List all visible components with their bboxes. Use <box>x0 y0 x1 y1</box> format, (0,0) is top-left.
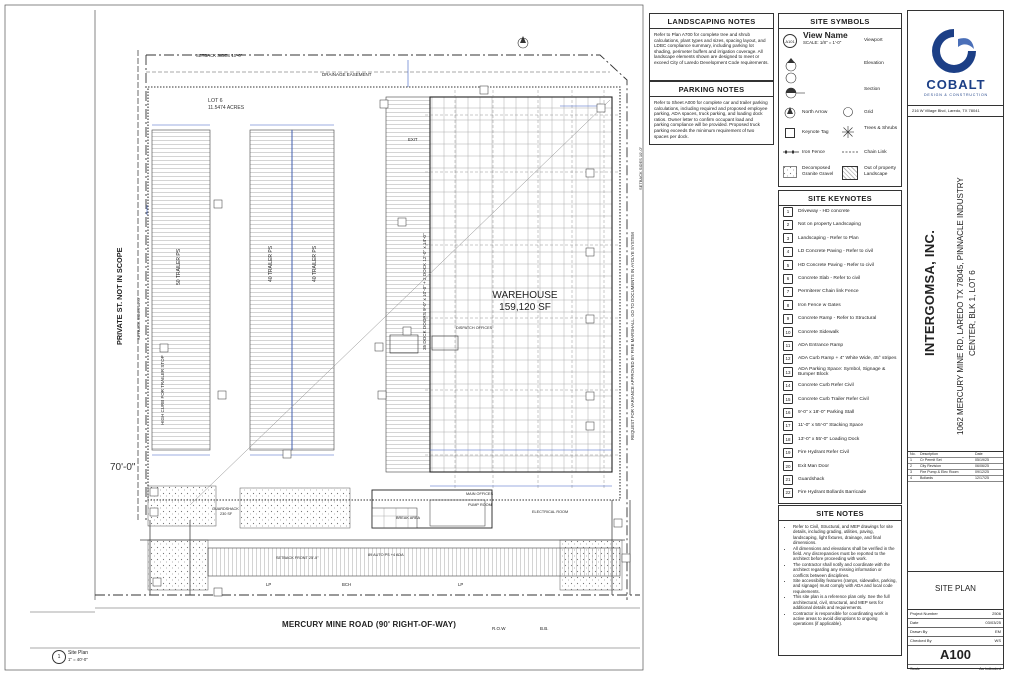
keynote-item <box>779 218 901 231</box>
keynote-number: 8 <box>783 300 793 310</box>
tree-icon <box>842 126 854 138</box>
rev-no: 3 <box>910 470 912 474</box>
info-checked-by-value: WS <box>994 638 1001 643</box>
info-drawn-by <box>908 628 1003 637</box>
light-pole-label-2: LP <box>458 582 464 587</box>
keynote-item <box>779 272 901 285</box>
keynote-text: Fire Hydrant Refer Civil <box>798 450 849 456</box>
symbol-north-arrow-label: North Arrow <box>802 110 828 115</box>
info-project-number <box>908 610 1003 619</box>
keynote-text: Exit Man Door <box>798 463 829 469</box>
keynote-item <box>779 486 901 499</box>
keynote-text: Permiterer Chain link Fence <box>798 289 859 295</box>
keynote-item <box>779 393 901 406</box>
private-street-label: PRIVATE ST. NOT IN SCOPE <box>115 247 124 345</box>
setback-sides-left-label: SETBACK SIDES 10'-0" <box>136 296 141 340</box>
keynote-number: 18 <box>783 434 793 444</box>
revision-row <box>908 476 1003 482</box>
iron-fence-icon <box>783 149 799 155</box>
landscaping-notes-body: Refer to Plan A700 for complete tree and shrub calculations, plant types and sizes, spacing layout, and LDBC compliance summary, including parking lot shading, perimeter buffers and irrigation coverage. All landscape elements shown are designed to meet or exceed City of Laredo Development Code requirements. <box>654 32 769 65</box>
revision-rows <box>908 458 1003 482</box>
electrical-room-label: ELECTRICAL ROOM <box>532 510 569 514</box>
info-scale-label: Scale <box>910 666 921 671</box>
view-title: Site Plan <box>68 650 89 656</box>
symbol-out-of-property-label: Out of property Landscape <box>864 166 896 177</box>
keynote-item <box>779 312 901 325</box>
landscaping-notes-panel <box>649 13 774 81</box>
site-keynotes-panel <box>778 190 902 504</box>
rev-description: City Revision <box>920 464 941 468</box>
rev-description: Bollards <box>920 476 933 480</box>
warehouse-area: 159,120 SF <box>499 302 551 313</box>
keynote-text: ADA Curb Ramp + 4" White Wide, 45° stripes <box>798 356 897 362</box>
info-date-value: 03/03/25 <box>985 620 1001 625</box>
info-drawn-by-label: Drawn By <box>910 629 928 634</box>
setback-front-label: SETBACK FRONT 25'-0" <box>276 556 319 560</box>
sheet-number: A100 <box>908 646 1003 665</box>
view-scale: 1" = 40'-0" <box>68 657 88 662</box>
keynote-text: LD Concrete Paving - Refer to civil <box>798 249 874 255</box>
info-checked-by-label: Checked By <box>910 638 932 643</box>
keynote-text: Not on property Landscaping <box>798 222 861 228</box>
main-offices-label: MAIN OFFICES <box>466 492 494 496</box>
light-pole-label-1: LP <box>266 582 272 587</box>
info-project-number-label: Project Number <box>910 611 938 616</box>
road-name: MERCURY MINE ROAD (90' RIGHT-OF-WAY) <box>282 620 457 629</box>
keynote-number: 20 <box>783 461 793 471</box>
site-notes-panel <box>778 505 902 656</box>
site-symbols-panel <box>778 13 902 187</box>
keynote-item <box>779 419 901 432</box>
site-note-item: • The contractor shall notify and coordinate with the architect regarding any missing information or conflicts between disciplines. <box>793 562 897 578</box>
keynote-number: 16 <box>783 408 793 418</box>
setback-sides-top-label: SETBACK SIDES 10'-0" <box>196 53 243 58</box>
setback-sides-right-label: SETBACK SIDES 10'-0" <box>638 146 643 190</box>
parking-notes-title: PARKING NOTES <box>650 82 773 97</box>
keynote-number: 6 <box>783 274 793 284</box>
keynote-item <box>779 406 901 419</box>
view-number-bubble: 1 <box>52 650 66 664</box>
north-arrow-icon <box>783 106 797 120</box>
info-date <box>908 619 1003 628</box>
site-note-item: • This site plan is a reference plan only. See the full architectural, civil, structural, and MEP sets for additional details and requirements. <box>793 594 897 610</box>
keynote-item <box>779 326 901 339</box>
keynote-text: ADA Parking Space: Symbol, Signage & Bumper Block <box>798 367 886 378</box>
symbol-iron-fence-label: Iron Fence <box>802 150 825 155</box>
keynote-text: 13'-0" x 55'-0" Loading Dock <box>798 436 860 442</box>
dock-doors-label: 35 DOCK DOORS 9'-0" x 10'-0" + 2 DOCK 12'-0" x 14'-0" <box>422 233 427 350</box>
chain-link-icon <box>842 149 858 155</box>
info-project-number-value: 2506 <box>992 611 1001 616</box>
trailer-ps-label-1: 50 TRAILER PS <box>176 248 182 285</box>
trailer-ps-label-2: 40 TRAILER PS <box>268 245 274 282</box>
keynote-number: 5 <box>783 260 793 270</box>
guardshack-label: GUARDSHACK <box>212 507 239 511</box>
revision-table <box>908 451 1003 482</box>
break-area-label: BREAK AREA <box>396 516 421 520</box>
landscaping-notes-title: LANDSCAPING NOTES <box>650 14 773 29</box>
rev-header-no: No. <box>910 452 916 456</box>
bench-label: BCH <box>342 582 352 587</box>
client-name: INTERGOMSA, INC. <box>922 229 937 356</box>
row-label: R.O.W <box>492 626 506 631</box>
keynote-text: Concrete Slab - Refer to civil <box>798 276 861 281</box>
bb-label: B.B. <box>540 626 549 631</box>
keynote-text: 11'-0" x 55'-0" Stacking Space <box>798 423 864 429</box>
symbol-granite-label: Decomposed Granite Gravel <box>802 166 834 177</box>
info-checked-by <box>908 637 1003 646</box>
info-scale <box>908 665 1003 673</box>
info-scale-value: As indicated <box>979 666 1001 671</box>
firm-address: 216 W Village Blvd, Laredo, TX 78041 <box>908 105 1003 117</box>
info-drawn-by-value: EM <box>995 629 1001 634</box>
keynote-item <box>779 366 901 379</box>
lot-label: LOT 6 <box>208 98 223 104</box>
keynote-number: 15 <box>783 394 793 404</box>
keynote-number: 4 <box>783 247 793 257</box>
rev-date: 09/12/25 <box>975 470 989 474</box>
symbol-view-scale: SCALE: 1/8" = 1'-0" <box>803 40 842 45</box>
site-note-item: • All dimensions and elevations shall be verified in the field. Any discrepancies must be reported to the architect before proceeding with work. <box>793 546 897 562</box>
sheet-name: SITE PLAN <box>935 584 976 593</box>
title-block <box>907 10 1004 669</box>
parking-notes-panel <box>649 81 774 145</box>
granite-gravel-icon <box>783 166 797 178</box>
keynote-item <box>779 460 901 473</box>
keynote-number: 17 <box>783 421 793 431</box>
auto-parking-label: 89 AUTO PS +4 ADA <box>368 553 404 557</box>
firm-subtitle: DESIGN & CONSTRUCTION <box>924 93 988 97</box>
rev-no: 4 <box>910 476 912 480</box>
keynote-number: 12 <box>783 354 793 364</box>
keynote-number: 7 <box>783 287 793 297</box>
project-info-table <box>908 609 1003 673</box>
symbol-grid-label: Grid <box>864 110 874 115</box>
keynote-text: Concrete Ramp - Refer to Structural <box>798 316 877 322</box>
symbol-keynote-tag-label: Keynote Tag <box>802 130 829 135</box>
site-notes-list <box>779 521 901 627</box>
keynote-text: Landscaping - Refer to Plan <box>798 235 859 241</box>
keynote-item <box>779 433 901 446</box>
keynote-number: 14 <box>783 381 793 391</box>
keynote-text: Guardshack <box>798 477 825 482</box>
rev-date: 05/19/25 <box>975 458 989 462</box>
site-keynotes-title: SITE KEYNOTES <box>779 191 901 206</box>
parking-notes-body: Refer to Sheet A000 for complete car and trailer parking calculations, including required and proposed employee parking, ADA spaces, truck parking, and loading dock ratios. Owner letter to confirm occupant load and parking compliance will be provided. Proposed truck parking exceeds the minimum requirement of two spaces per dock. <box>654 100 768 139</box>
keynote-number: 21 <box>783 475 793 485</box>
symbol-trees-label: Trees & Shrubs <box>864 126 898 131</box>
site-note-item: • Refer to Civil, Structural, and MEP drawings for site details, including grading, utilities, paving, landscaping, light fixtures, drainage, and final dimensions. <box>793 524 897 546</box>
dispatch-offices-label: DISPATCH OFFICES <box>456 326 493 330</box>
keynote-text: Concrete Curb Refer Civil <box>798 383 854 389</box>
keynote-text: Fire Hydrant Bollards Barricade <box>798 490 867 496</box>
rev-date: 06/06/25 <box>975 464 989 468</box>
high-curb-label: HIGH CURB FOR TRAILER STOP <box>160 355 165 425</box>
section-icon <box>783 86 805 100</box>
trailer-ps-label-3: 40 TRAILER PS <box>312 245 318 282</box>
keynote-item <box>779 339 901 352</box>
keynote-item <box>779 352 901 365</box>
grid-icon <box>842 106 854 118</box>
rev-header-date: Date <box>975 452 983 456</box>
symbol-elevation-label: Elevation <box>864 61 884 66</box>
keynote-number: 1 <box>783 207 793 217</box>
rev-description: Fire Pump & Elec Room <box>920 470 959 474</box>
keynote-text: Concrete Curb Trailer Refer Civil <box>798 396 869 402</box>
viewport-bubble: A101 <box>783 34 797 48</box>
keynote-text: HD Concrete Paving - Refer to civil <box>798 262 874 268</box>
symbol-view-name: View Name <box>803 30 848 40</box>
symbol-viewport-label: Viewport <box>864 38 883 43</box>
keynote-number: 9 <box>783 314 793 324</box>
keynote-item <box>779 446 901 459</box>
pump-room-label: PUMP ROOM <box>468 503 492 507</box>
keynote-number: 19 <box>783 448 793 458</box>
keynote-tag-icon <box>785 128 795 138</box>
project-address-line2: CENTER, BLK 1, LOT 6 <box>968 270 977 356</box>
site-symbols-title: SITE SYMBOLS <box>779 14 901 29</box>
keynote-number: 13 <box>783 367 793 377</box>
keynote-item <box>779 232 901 245</box>
site-notes-title: SITE NOTES <box>779 506 901 521</box>
keynote-number: 3 <box>783 233 793 243</box>
warehouse-name: WAREHOUSE <box>492 290 558 301</box>
keynote-item <box>779 205 901 218</box>
rev-description: Cr Permit Set <box>920 458 942 462</box>
keynote-number: 2 <box>783 220 793 230</box>
keynote-text: 9'-0" x 18'-0" Parking Stall <box>798 410 855 415</box>
out-of-property-icon <box>842 166 858 180</box>
keynote-item <box>779 299 901 312</box>
keynote-number: 11 <box>783 341 793 351</box>
rev-no: 2 <box>910 464 912 468</box>
keynote-item <box>779 245 901 258</box>
keynote-item <box>779 259 901 272</box>
rev-header-description: Description <box>920 452 938 456</box>
guardshack-area: 230 SF <box>220 512 233 516</box>
info-date-label: Date <box>910 620 919 625</box>
lot-acres: 11.5474 ACRES <box>208 105 245 111</box>
symbol-chain-link-label: Chain Link <box>864 150 887 155</box>
keynote-item <box>779 473 901 486</box>
project-address-line1: 1062 MERCURY MINE RD, LAREDO TX 78045, PINNACLE INDUSTRY <box>956 177 965 435</box>
keynote-text: Driveway - HD concrete <box>798 209 850 214</box>
keynote-text: ADA Entrance Ramp <box>798 343 844 348</box>
keynote-item <box>779 379 901 392</box>
firm-name: COBALT <box>926 77 986 92</box>
cobalt-logo-icon <box>928 25 980 77</box>
keynote-text: Concrete Sidewalk <box>798 329 839 335</box>
variance-note: REQUEST FOR VARIANCE APPROVED BY FIRE MARSHALL. GO TO DOCUMENTS IN AYOLYE SYSTEM <box>630 232 635 440</box>
keynote-text: Iron Fence w Gates <box>798 302 841 308</box>
rev-date: 12/17/25 <box>975 476 989 480</box>
dimension-70ft: 70'-0" <box>110 462 136 473</box>
elevation-icon <box>783 56 799 84</box>
keynote-number: 22 <box>783 488 793 498</box>
site-note-item: • Site accessibility features (ramps, sidewalks, parking, and signage) must comply with ADA and local code requirements. <box>793 578 897 594</box>
sheet-name-box <box>908 571 1003 608</box>
drainage-easement-label: DRAINAGE EASEMENT <box>322 72 372 77</box>
site-note-item: • Contractor is responsible for coordinating work in active areas to avoid disruptions to ongoing operations (if applicable). <box>793 611 897 627</box>
symbol-section-label: Section <box>864 87 880 92</box>
exit-label: EXIT <box>408 137 418 142</box>
rev-no: 1 <box>910 458 912 462</box>
keynote-number: 10 <box>783 327 793 337</box>
keynote-item <box>779 285 901 298</box>
